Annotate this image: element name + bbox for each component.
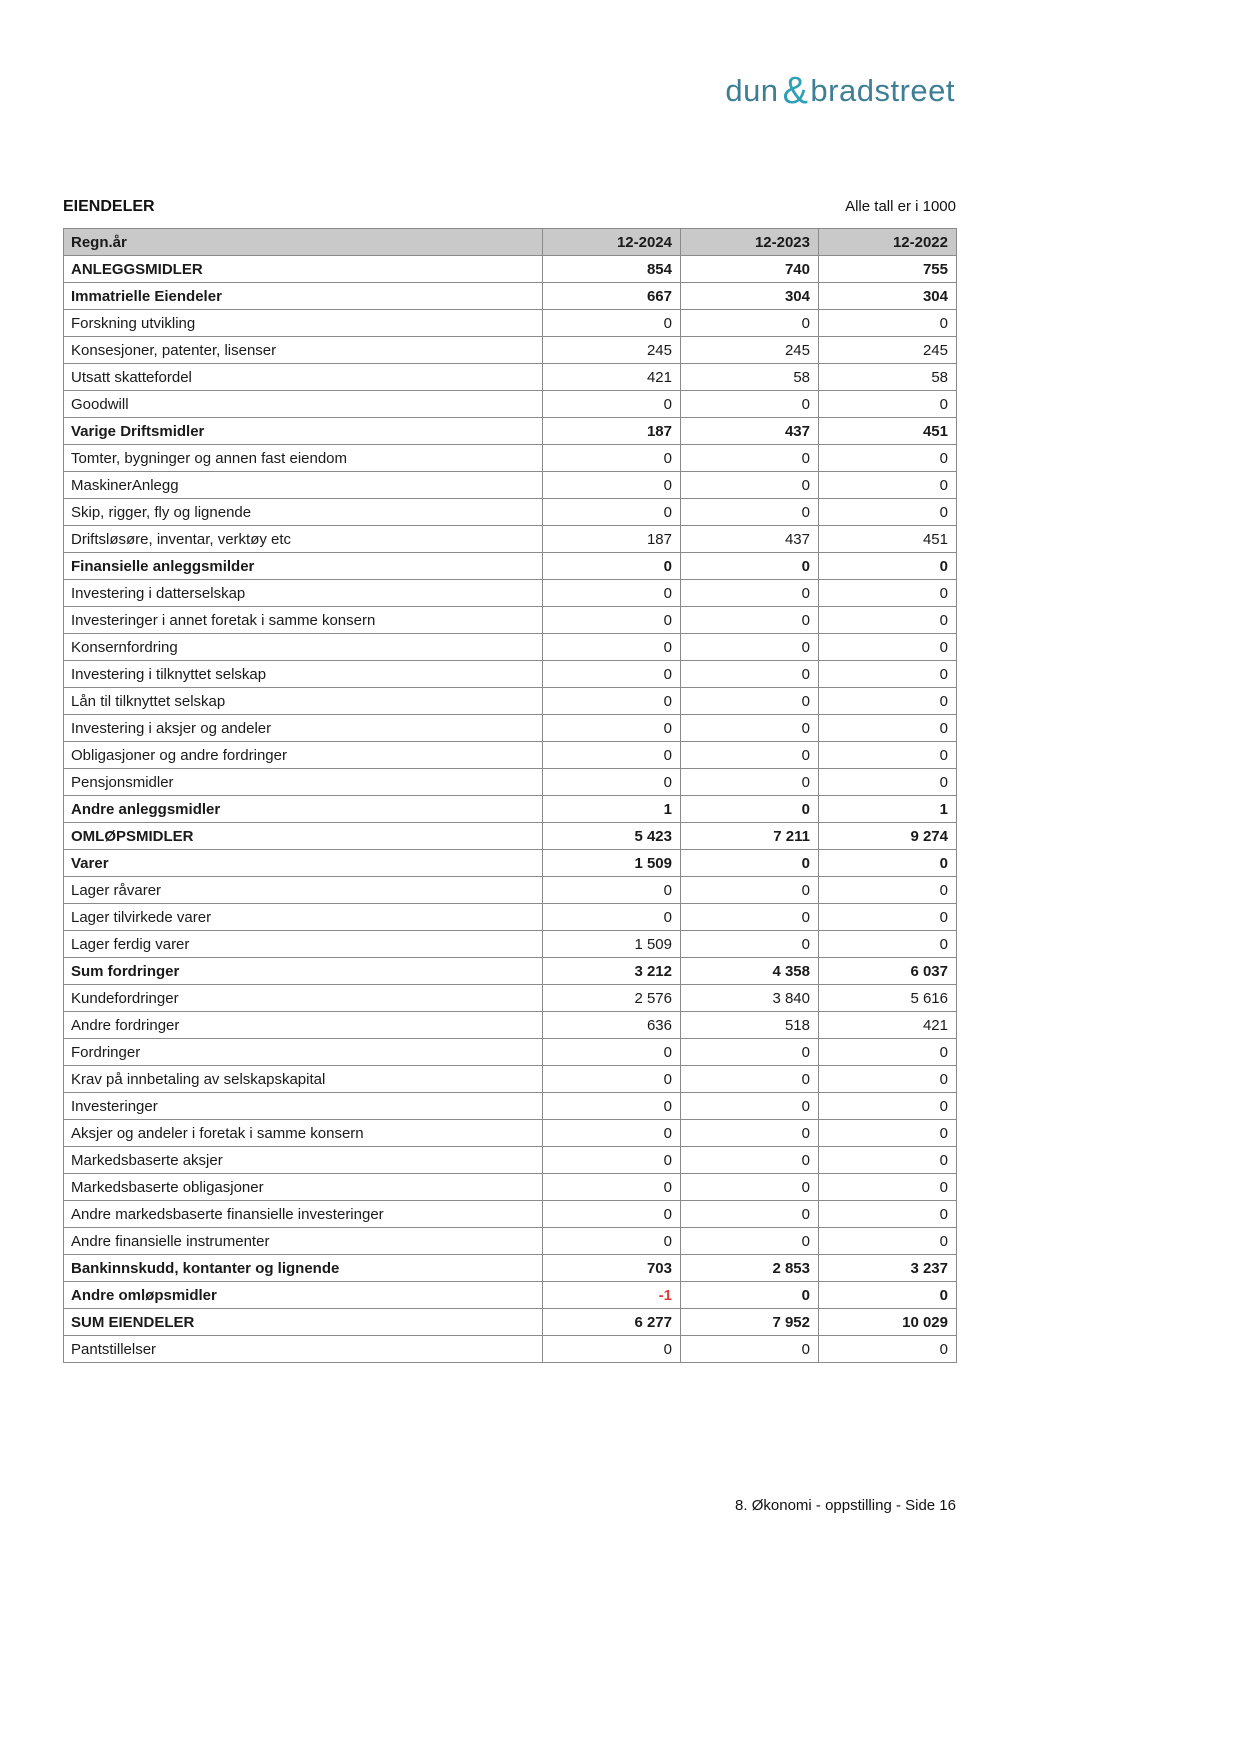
- table-row: [64, 418, 957, 445]
- row-value: 0: [819, 1039, 957, 1066]
- row-label: Immatrielle Eiendeler: [64, 283, 543, 310]
- row-value: 0: [819, 391, 957, 418]
- column-header-12-2024: 12-2024: [543, 229, 681, 256]
- table-row: [64, 742, 957, 769]
- row-value: 0: [819, 1228, 957, 1255]
- row-label: Obligasjoner og andre fordringer: [64, 742, 543, 769]
- page-footer: 8. Økonomi - oppstilling - Side 16: [735, 1497, 956, 1514]
- row-value: 0: [819, 1282, 957, 1309]
- row-value: 0: [543, 688, 681, 715]
- row-value: 437: [681, 526, 819, 553]
- table-row: [64, 256, 957, 283]
- row-value: 0: [819, 769, 957, 796]
- row-label: Markedsbaserte aksjer: [64, 1147, 543, 1174]
- row-value: 0: [543, 1066, 681, 1093]
- row-value: 0: [681, 1201, 819, 1228]
- table-row: [64, 1093, 957, 1120]
- row-value: 0: [819, 580, 957, 607]
- row-value: 0: [681, 796, 819, 823]
- row-value: 0: [681, 904, 819, 931]
- units-note: Alle tall er i 1000: [845, 198, 956, 215]
- row-value: 3 212: [543, 958, 681, 985]
- row-label: Varer: [64, 850, 543, 877]
- row-label: Lager råvarer: [64, 877, 543, 904]
- row-label: Investeringer i annet foretak i samme konsern: [64, 607, 543, 634]
- row-value: 0: [543, 1336, 681, 1363]
- table-row: [64, 1309, 957, 1336]
- table-body: [64, 256, 957, 1363]
- row-value: -1: [543, 1282, 681, 1309]
- row-value: 304: [681, 283, 819, 310]
- table-row: [64, 850, 957, 877]
- row-value: 5 423: [543, 823, 681, 850]
- row-value: 0: [681, 688, 819, 715]
- row-value: 0: [819, 850, 957, 877]
- table-header-row: [64, 229, 957, 256]
- row-label: Andre fordringer: [64, 1012, 543, 1039]
- row-label: Konsernfordring: [64, 634, 543, 661]
- row-label: Varige Driftsmidler: [64, 418, 543, 445]
- row-label: ANLEGGSMIDLER: [64, 256, 543, 283]
- row-value: 0: [681, 391, 819, 418]
- page-title: EIENDELER: [63, 198, 155, 215]
- row-value: 0: [819, 1174, 957, 1201]
- table-row: [64, 1012, 957, 1039]
- row-label: Krav på innbetaling av selskapskapital: [64, 1066, 543, 1093]
- row-label: Konsesjoner, patenter, lisenser: [64, 337, 543, 364]
- row-label: Andre omløpsmidler: [64, 1282, 543, 1309]
- table-row: [64, 1066, 957, 1093]
- row-value: 9 274: [819, 823, 957, 850]
- row-label: OMLØPSMIDLER: [64, 823, 543, 850]
- table-row: [64, 715, 957, 742]
- row-value: 703: [543, 1255, 681, 1282]
- row-value: 2 576: [543, 985, 681, 1012]
- row-value: 0: [681, 931, 819, 958]
- table-row: [64, 1255, 957, 1282]
- table-row: [64, 1147, 957, 1174]
- row-value: 7 211: [681, 823, 819, 850]
- row-value: 0: [819, 1066, 957, 1093]
- table-row: [64, 931, 957, 958]
- row-value: 0: [681, 1093, 819, 1120]
- row-value: 0: [681, 1066, 819, 1093]
- row-value: 58: [819, 364, 957, 391]
- document-header: [63, 198, 956, 216]
- row-value: 0: [819, 499, 957, 526]
- row-value: 0: [543, 1174, 681, 1201]
- row-value: 0: [543, 499, 681, 526]
- row-label: Andre finansielle instrumenter: [64, 1228, 543, 1255]
- row-label: Finansielle anleggsmilder: [64, 553, 543, 580]
- row-label: Sum fordringer: [64, 958, 543, 985]
- row-value: 6 277: [543, 1309, 681, 1336]
- row-label: Investeringer: [64, 1093, 543, 1120]
- row-value: 6 037: [819, 958, 957, 985]
- table-row: [64, 634, 957, 661]
- row-value: 245: [543, 337, 681, 364]
- row-value: 0: [543, 634, 681, 661]
- row-label: Goodwill: [64, 391, 543, 418]
- table-row: [64, 283, 957, 310]
- row-value: 0: [819, 1336, 957, 1363]
- table-row: [64, 472, 957, 499]
- row-value: 0: [543, 445, 681, 472]
- row-value: 0: [543, 715, 681, 742]
- table-row: [64, 904, 957, 931]
- table-row: [64, 688, 957, 715]
- row-value: 0: [819, 877, 957, 904]
- table-row: [64, 823, 957, 850]
- row-label: Lager tilvirkede varer: [64, 904, 543, 931]
- row-value: 0: [681, 877, 819, 904]
- row-value: 1 509: [543, 850, 681, 877]
- row-value: 518: [681, 1012, 819, 1039]
- row-label: SUM EIENDELER: [64, 1309, 543, 1336]
- row-value: 0: [543, 553, 681, 580]
- logo-word-dun: dun: [725, 73, 779, 108]
- row-value: 0: [819, 310, 957, 337]
- row-value: 636: [543, 1012, 681, 1039]
- row-value: 187: [543, 526, 681, 553]
- column-header-regnar: Regn.år: [64, 229, 543, 256]
- row-value: 5 616: [819, 985, 957, 1012]
- column-header-12-2023: 12-2023: [681, 229, 819, 256]
- row-value: 0: [681, 310, 819, 337]
- row-value: 740: [681, 256, 819, 283]
- row-value: 854: [543, 256, 681, 283]
- row-label: Bankinnskudd, kontanter og lignende: [64, 1255, 543, 1282]
- row-value: 0: [543, 661, 681, 688]
- row-value: 0: [681, 499, 819, 526]
- row-value: 0: [681, 715, 819, 742]
- balance-sheet-table: [63, 228, 957, 1363]
- logo-word-bradstreet: bradstreet: [810, 73, 955, 108]
- row-value: 0: [543, 310, 681, 337]
- row-value: 0: [819, 1120, 957, 1147]
- column-header-12-2022: 12-2022: [819, 229, 957, 256]
- row-label: Pantstillelser: [64, 1336, 543, 1363]
- row-value: 0: [543, 877, 681, 904]
- row-value: 3 840: [681, 985, 819, 1012]
- row-value: 0: [681, 445, 819, 472]
- row-value: 0: [543, 472, 681, 499]
- row-value: 0: [819, 472, 957, 499]
- row-label: Fordringer: [64, 1039, 543, 1066]
- row-value: 0: [819, 553, 957, 580]
- row-value: 1: [819, 796, 957, 823]
- table-row: [64, 985, 957, 1012]
- row-value: 245: [681, 337, 819, 364]
- row-value: 0: [681, 1120, 819, 1147]
- row-value: 0: [681, 661, 819, 688]
- row-label: MaskinerAnlegg: [64, 472, 543, 499]
- row-value: 0: [543, 1228, 681, 1255]
- table-row: [64, 310, 957, 337]
- row-value: 0: [819, 1201, 957, 1228]
- row-value: 245: [819, 337, 957, 364]
- row-label: Lån til tilknyttet selskap: [64, 688, 543, 715]
- row-value: 0: [681, 607, 819, 634]
- row-value: 0: [681, 1336, 819, 1363]
- table-row: [64, 553, 957, 580]
- table-row: [64, 958, 957, 985]
- row-value: 7 952: [681, 1309, 819, 1336]
- row-value: 0: [681, 472, 819, 499]
- row-value: 0: [543, 580, 681, 607]
- table-row: [64, 1120, 957, 1147]
- row-value: 0: [819, 634, 957, 661]
- row-value: 667: [543, 283, 681, 310]
- row-value: 58: [681, 364, 819, 391]
- row-value: 0: [681, 1039, 819, 1066]
- row-value: 0: [819, 1147, 957, 1174]
- row-value: 10 029: [819, 1309, 957, 1336]
- table-row: [64, 607, 957, 634]
- row-value: 0: [681, 553, 819, 580]
- row-value: 3 237: [819, 1255, 957, 1282]
- table-row: [64, 769, 957, 796]
- table-row: [64, 364, 957, 391]
- table-row: [64, 1174, 957, 1201]
- row-value: 0: [543, 904, 681, 931]
- table-row: [64, 877, 957, 904]
- table-row: [64, 1336, 957, 1363]
- row-label: Investering i aksjer og andeler: [64, 715, 543, 742]
- row-value: 0: [819, 742, 957, 769]
- row-value: 0: [819, 607, 957, 634]
- row-value: 0: [681, 1174, 819, 1201]
- row-value: 437: [681, 418, 819, 445]
- row-value: 0: [543, 1120, 681, 1147]
- row-value: 0: [819, 688, 957, 715]
- row-value: 0: [681, 850, 819, 877]
- row-value: 451: [819, 526, 957, 553]
- row-value: 304: [819, 283, 957, 310]
- row-value: 0: [681, 1147, 819, 1174]
- row-value: 2 853: [681, 1255, 819, 1282]
- row-label: Investering i tilknyttet selskap: [64, 661, 543, 688]
- row-value: 421: [819, 1012, 957, 1039]
- row-value: 1 509: [543, 931, 681, 958]
- row-label: Utsatt skattefordel: [64, 364, 543, 391]
- row-label: Driftsløsøre, inventar, verktøy etc: [64, 526, 543, 553]
- row-value: 0: [819, 445, 957, 472]
- row-value: 0: [819, 931, 957, 958]
- row-value: 0: [543, 1039, 681, 1066]
- table-row: [64, 499, 957, 526]
- row-value: 0: [543, 742, 681, 769]
- row-label: Lager ferdig varer: [64, 931, 543, 958]
- row-value: 755: [819, 256, 957, 283]
- row-value: 421: [543, 364, 681, 391]
- table-row: [64, 580, 957, 607]
- table-row: [64, 445, 957, 472]
- row-value: 0: [543, 607, 681, 634]
- logo-ampersand-icon: &: [782, 70, 809, 112]
- table-row: [64, 796, 957, 823]
- row-value: 0: [543, 769, 681, 796]
- row-label: Aksjer og andeler i foretak i samme konsern: [64, 1120, 543, 1147]
- row-value: 0: [819, 661, 957, 688]
- row-value: 451: [819, 418, 957, 445]
- table-row: [64, 661, 957, 688]
- row-value: 0: [681, 769, 819, 796]
- table-row: [64, 1039, 957, 1066]
- row-label: Tomter, bygninger og annen fast eiendom: [64, 445, 543, 472]
- row-value: 0: [543, 1201, 681, 1228]
- row-label: Andre anleggsmidler: [64, 796, 543, 823]
- row-value: 0: [681, 580, 819, 607]
- table-row: [64, 337, 957, 364]
- row-value: 4 358: [681, 958, 819, 985]
- row-label: Pensjonsmidler: [64, 769, 543, 796]
- row-label: Markedsbaserte obligasjoner: [64, 1174, 543, 1201]
- row-value: 0: [681, 1282, 819, 1309]
- table-row: [64, 526, 957, 553]
- table-row: [64, 391, 957, 418]
- row-value: 187: [543, 418, 681, 445]
- table-row: [64, 1282, 957, 1309]
- row-label: Kundefordringer: [64, 985, 543, 1012]
- row-value: 0: [543, 1147, 681, 1174]
- row-label: Skip, rigger, fly og lignende: [64, 499, 543, 526]
- row-value: 0: [819, 715, 957, 742]
- table-row: [64, 1228, 957, 1255]
- row-value: 0: [543, 391, 681, 418]
- row-label: Andre markedsbaserte finansielle investeringer: [64, 1201, 543, 1228]
- row-label: Investering i datterselskap: [64, 580, 543, 607]
- table-row: [64, 1201, 957, 1228]
- row-label: Forskning utvikling: [64, 310, 543, 337]
- dnb-logo: [725, 68, 955, 111]
- row-value: 0: [543, 1093, 681, 1120]
- row-value: 0: [819, 904, 957, 931]
- row-value: 0: [681, 634, 819, 661]
- row-value: 0: [681, 1228, 819, 1255]
- row-value: 0: [819, 1093, 957, 1120]
- row-value: 0: [681, 742, 819, 769]
- row-value: 1: [543, 796, 681, 823]
